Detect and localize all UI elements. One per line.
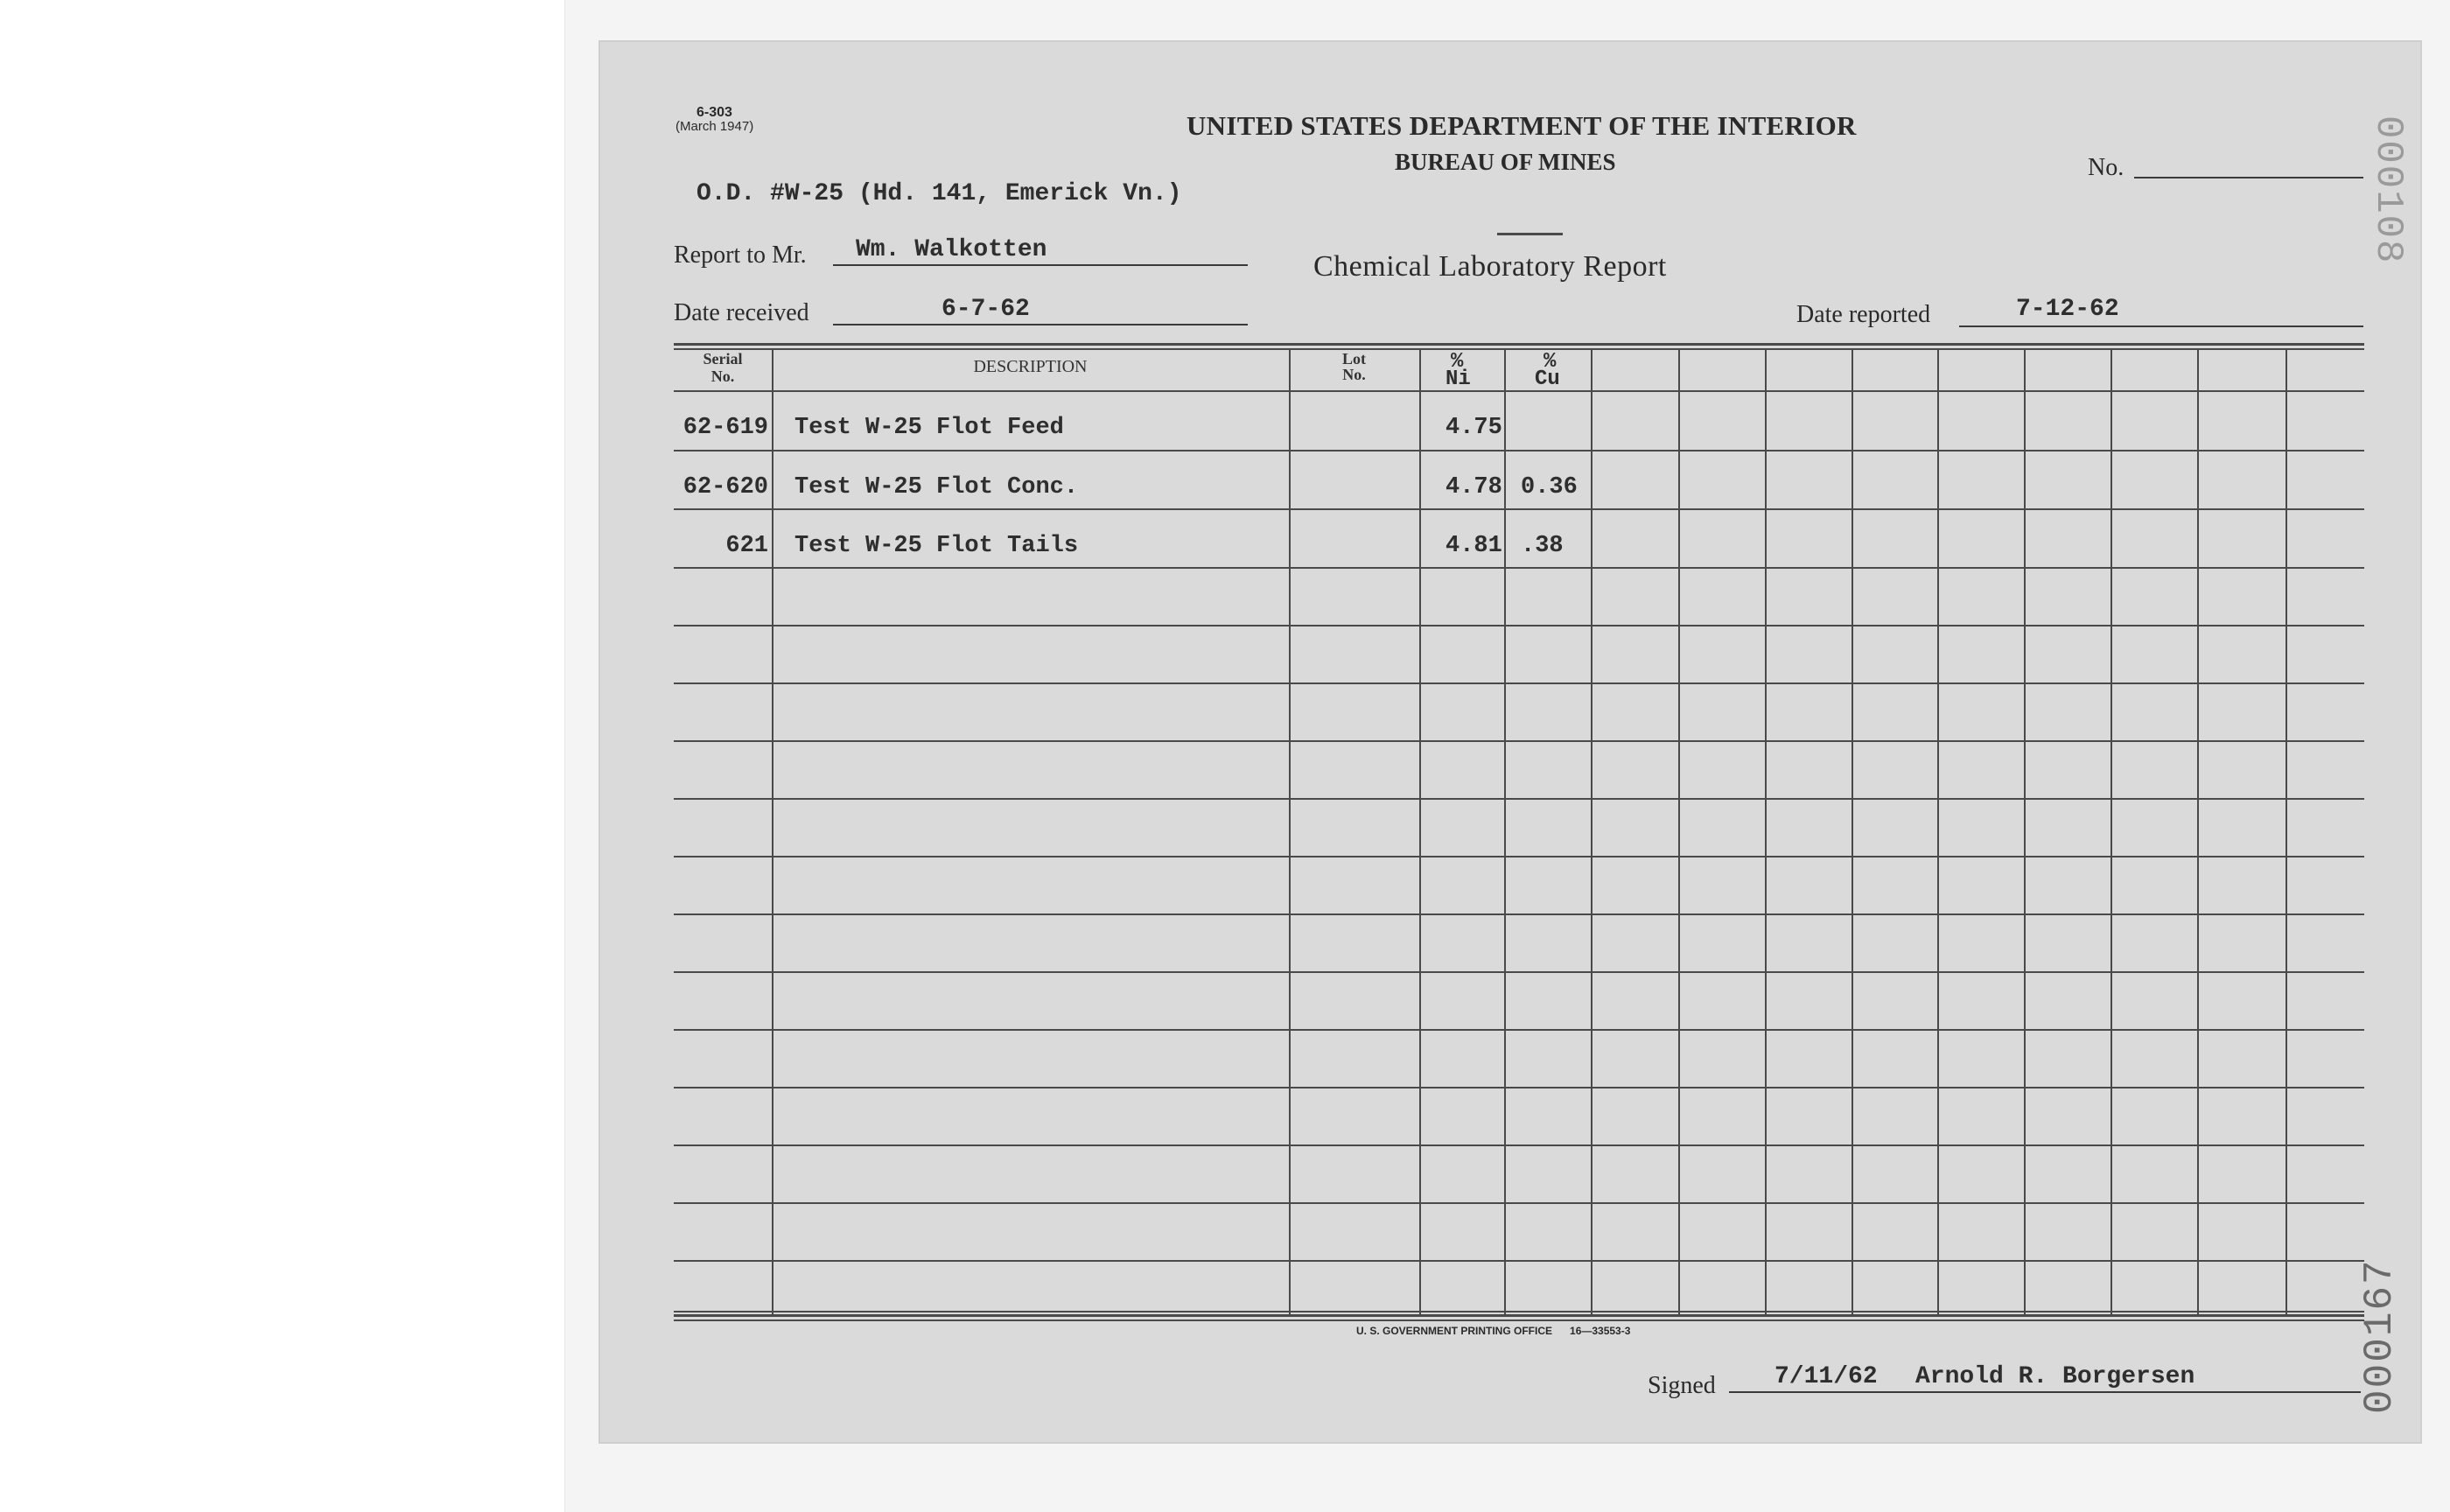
stamp-top: 000108	[2366, 116, 2410, 265]
row-3-ni: 4.81	[1446, 533, 1502, 559]
header-ni-element: Ni	[1446, 368, 1471, 391]
date-reported-value: 7-12-62	[2016, 296, 2119, 323]
signed-date: 7/11/62	[1774, 1363, 1878, 1390]
table-bottom-border-2	[674, 1320, 2364, 1321]
table-top-border	[674, 343, 2364, 346]
agency-heading: UNITED STATES DEPARTMENT OF THE INTERIOR	[1186, 110, 1857, 141]
order-reference: O.D. #W-25 (Hd. 141, Emerick Vn.)	[696, 180, 1182, 207]
col-line	[772, 348, 774, 1316]
report-to-value: Wm. Walkotten	[856, 236, 1047, 263]
col-line	[2286, 348, 2287, 1316]
row-3-description: Test W-25 Flot Tails	[794, 533, 1079, 559]
col-line	[1419, 348, 1421, 1316]
header-lot-line2: No.	[1342, 366, 1366, 383]
report-title: Chemical Laboratory Report	[1313, 250, 1667, 283]
form-date: (March 1947)	[676, 119, 754, 134]
row-2-description: Test W-25 Flot Conc.	[794, 474, 1079, 500]
row-2-cu: 0.36	[1521, 474, 1578, 500]
bureau-heading: BUREAU OF MINES	[1395, 149, 1616, 175]
no-label: No.	[2088, 154, 2124, 181]
signed-label: Signed	[1648, 1372, 1716, 1399]
col-line	[2024, 348, 2026, 1316]
date-received-label: Date received	[674, 299, 809, 326]
report-to-line	[833, 264, 1248, 266]
row-1-serial: 62-619	[682, 415, 768, 441]
date-reported-line	[1959, 326, 2363, 327]
col-line	[1937, 348, 1939, 1316]
header-cu-element: Cu	[1535, 368, 1560, 391]
header-ni-pct: %	[1451, 350, 1464, 374]
title-rule	[1497, 233, 1563, 235]
signature-line	[1729, 1391, 2361, 1393]
row-2-ni: 4.78	[1446, 474, 1502, 500]
col-line	[1852, 348, 1853, 1316]
col-line	[1289, 348, 1291, 1316]
row-1-ni: 4.75	[1446, 415, 1502, 441]
col-line	[1765, 348, 1767, 1316]
date-received-value: 6-7-62	[942, 296, 1030, 323]
col-line	[2110, 348, 2112, 1316]
date-received-line	[833, 324, 1248, 326]
printer-line: U. S. GOVERNMENT PRINTING OFFICE 16—33553-3	[1356, 1325, 1631, 1337]
lab-report-form	[600, 42, 2420, 1442]
row-3-cu: .38	[1521, 533, 1564, 559]
header-description: DESCRIPTION	[973, 357, 1088, 376]
stamp-bottom: 000167	[2357, 1258, 2403, 1414]
header-serial-line2: No.	[710, 368, 735, 385]
date-reported-label: Date reported	[1796, 301, 1931, 328]
col-line	[1678, 348, 1680, 1316]
header-lot-line1: Lot	[1342, 350, 1366, 368]
header-serial-line1: Serial	[703, 350, 743, 368]
signed-name: Arnold R. Borgersen	[1915, 1363, 2195, 1390]
row-2-serial: 62-620	[682, 474, 768, 500]
report-to-label: Report to Mr.	[674, 242, 807, 269]
form-number: 6-303	[696, 105, 732, 120]
col-line	[1504, 348, 1506, 1316]
header-cu-pct: %	[1544, 350, 1557, 374]
row-1-description: Test W-25 Flot Feed	[794, 415, 1064, 441]
no-field-line	[2134, 177, 2363, 178]
col-line	[1591, 348, 1592, 1316]
row-3-serial: 621	[725, 533, 768, 559]
col-line	[2197, 348, 2199, 1316]
